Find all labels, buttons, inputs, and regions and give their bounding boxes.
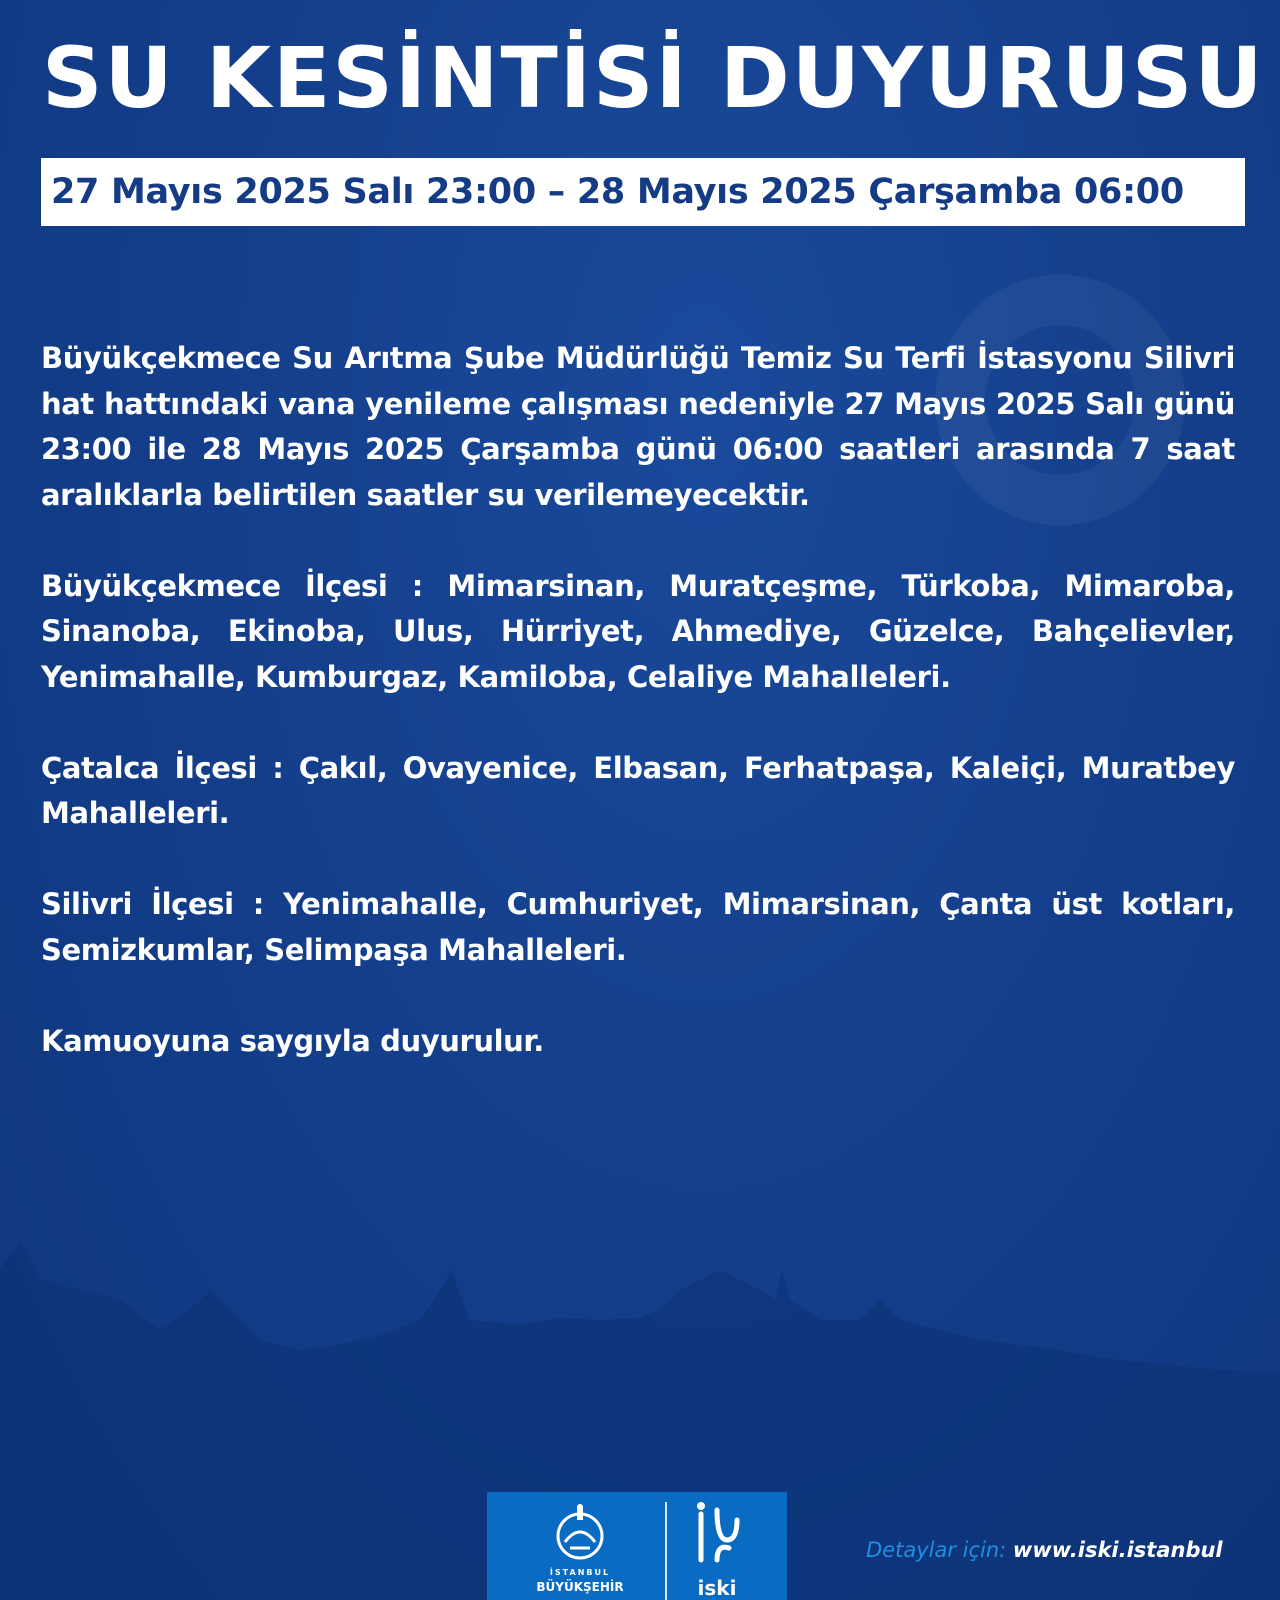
ibb-logo (515, 1502, 645, 1600)
iski-logo-text: iski (697, 1576, 737, 1600)
iski-emblem-icon (687, 1500, 747, 1576)
silivri-district-paragraph: Silivri İlçesi : Yenimahalle, Cumhuriyet, Mimarsinan, Çanta üst kotları, Semizkumlar, Selimpaşa Mahalleleri. (41, 887, 1235, 967)
page-title: SU KESİNTİSİ DUYURUSU (42, 29, 1265, 127)
intro-paragraph: Büyükçekmece Su Arıtma Şube Müdürlüğü Temiz Su Terfi İstasyonu Silivri hat hattındaki vana yenileme çalışması nedeniyle 27 Mayıs 2025 Salı günü 23:00 ile 28 Mayıs 2025 Çarşamba günü 06:00 saatleri arasında 7 saat aralıklarla belirtilen saatler su verilemeyecektir. (41, 341, 1235, 512)
catalca-district-paragraph: Çatalca İlçesi : Çakıl, Ovayenice, Elbasan, Ferhatpaşa, Kaleiçi, Muratbey Mahalleleri. (41, 750, 1235, 830)
iski-logo (687, 1500, 767, 1600)
date-range-text: 27 Mayıs 2025 Salı 23:00 – 28 Mayıs 2025 Çarşamba 06:00 (51, 172, 1184, 212)
ibb-emblem-icon (515, 1502, 645, 1568)
footer-logo-box (487, 1492, 787, 1600)
announcement-body (41, 336, 1235, 1110)
ibb-logo-line2: BÜYÜKŞEHİR (536, 1580, 624, 1594)
date-banner (41, 158, 1245, 226)
closing-paragraph: Kamuoyuna saygıyla duyurulur. (41, 1023, 544, 1058)
buyukcekmece-district-paragraph: Büyükçekmece İlçesi : Mimarsinan, Muratçeşme, Türkoba, Mimaroba, Sinanoba, Ekinoba, Ulus, Hürriyet, Ahmediye, Güzelce, Bahçelievler, Yenimahalle, Kumburgaz, Kamiloba, Celaliye Mahalleleri. (41, 568, 1235, 694)
details-label: Detaylar için: (866, 1538, 1007, 1562)
details-url[interactable]: www.iski.istanbul (1012, 1538, 1223, 1562)
footer-divider (665, 1502, 667, 1600)
details-link[interactable] (866, 1538, 1223, 1562)
ibb-logo-line1: İSTANBUL (549, 1568, 611, 1577)
